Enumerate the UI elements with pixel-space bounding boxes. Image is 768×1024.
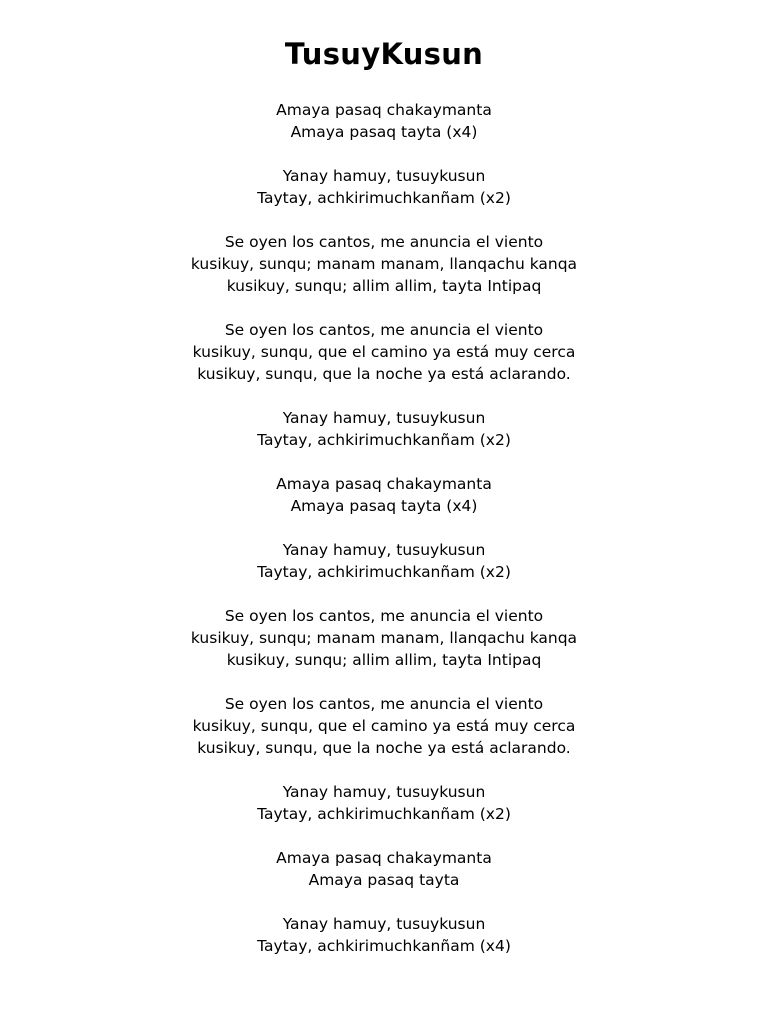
lyric-line: kusikuy, sunqu; manam manam, llanqachu kanqa [190, 629, 578, 647]
lyric-line: kusikuy, sunqu, que el camino ya está muy cerca [192, 343, 576, 361]
lyric-line: kusikuy, sunqu, que la noche ya está aclarando. [197, 365, 571, 383]
lyric-line: Taytay, achkirimuchkanñam (x4) [257, 937, 511, 955]
lyric-line: Yanay hamuy, tusuykusun [282, 783, 486, 801]
stanza [0, 693, 768, 759]
lyric-line: Se oyen los cantos, me anuncia el viento [224, 233, 544, 251]
stanza [0, 539, 768, 583]
lyrics-body [0, 99, 768, 979]
lyric-line: Amaya pasaq chakaymanta [276, 849, 492, 867]
lyric-line: Amaya pasaq chakaymanta [276, 475, 492, 493]
lyric-line: kusikuy, sunqu; allim allim, tayta Intipaq [226, 651, 542, 669]
lyric-line: Yanay hamuy, tusuykusun [282, 167, 486, 185]
lyric-line: kusikuy, sunqu, que el camino ya está muy cerca [192, 717, 576, 735]
lyric-line: Yanay hamuy, tusuykusun [282, 915, 486, 933]
stanza [0, 319, 768, 385]
lyric-line: Se oyen los cantos, me anuncia el viento [224, 695, 544, 713]
stanza [0, 913, 768, 957]
lyric-line: Taytay, achkirimuchkanñam (x2) [257, 805, 511, 823]
lyric-line: Yanay hamuy, tusuykusun [282, 409, 486, 427]
stanza [0, 473, 768, 517]
stanza [0, 605, 768, 671]
stanza [0, 781, 768, 825]
lyric-line: kusikuy, sunqu; manam manam, llanqachu kanqa [190, 255, 578, 273]
lyric-line: Yanay hamuy, tusuykusun [282, 541, 486, 559]
lyric-line: kusikuy, sunqu; allim allim, tayta Intipaq [226, 277, 542, 295]
page-title: TusuyKusun [284, 37, 484, 71]
stanza [0, 231, 768, 297]
lyric-line: Taytay, achkirimuchkanñam (x2) [257, 563, 511, 581]
stanza [0, 847, 768, 891]
lyric-line: Amaya pasaq tayta (x4) [290, 497, 478, 515]
lyric-line: Se oyen los cantos, me anuncia el viento [224, 607, 544, 625]
lyric-line: Taytay, achkirimuchkanñam (x2) [257, 189, 511, 207]
stanza [0, 407, 768, 451]
lyric-line: Taytay, achkirimuchkanñam (x2) [257, 431, 511, 449]
lyric-line: Amaya pasaq tayta [308, 871, 460, 889]
lyric-line: Amaya pasaq chakaymanta [276, 101, 492, 119]
lyric-line: kusikuy, sunqu, que la noche ya está aclarando. [197, 739, 571, 757]
stanza [0, 165, 768, 209]
stanza [0, 99, 768, 143]
lyric-line: Amaya pasaq tayta (x4) [290, 123, 478, 141]
lyric-line: Se oyen los cantos, me anuncia el viento [224, 321, 544, 339]
